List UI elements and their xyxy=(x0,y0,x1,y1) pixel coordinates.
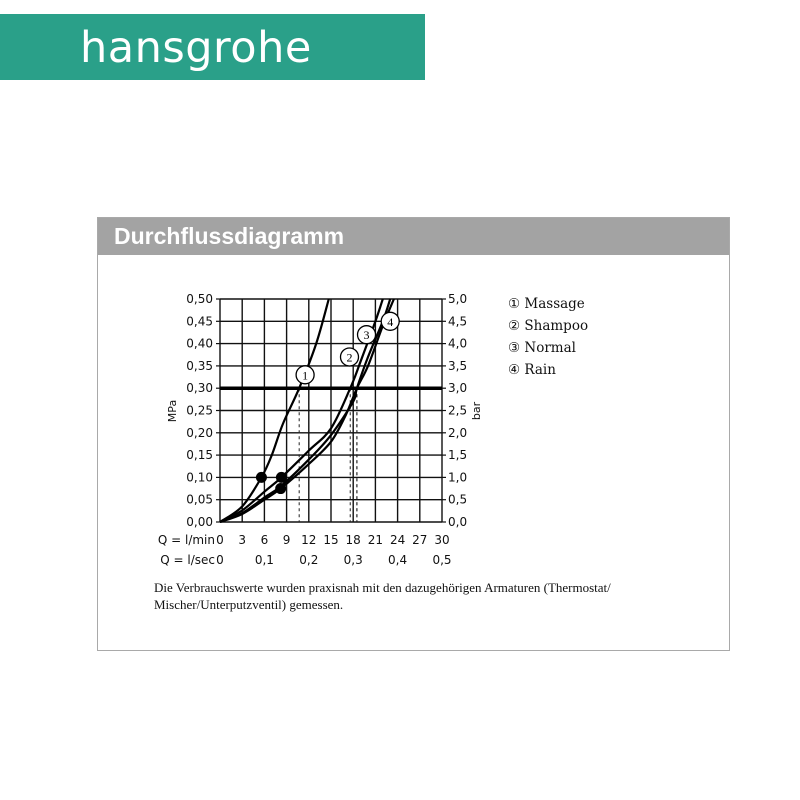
x-tick-label: 21 xyxy=(367,533,384,547)
x-secondary-tick-label: 0,2 xyxy=(299,553,319,567)
y-left-tick-label: 0,25 xyxy=(186,403,213,418)
y-left-tick-label: 0,50 xyxy=(186,292,213,306)
y-right-tick-label: 5,0 xyxy=(448,292,468,306)
x-tick-label: 24 xyxy=(389,533,406,547)
brand-logo: hansgrohe xyxy=(80,23,312,73)
series-number-label: 2 xyxy=(346,350,353,365)
x-tick-label: 18 xyxy=(345,533,361,547)
y-right-tick-label: 1,0 xyxy=(448,470,468,485)
x-tick-label: 9 xyxy=(282,533,291,547)
series-number-label: 4 xyxy=(387,314,394,329)
y-right-tick-label: 2,0 xyxy=(448,425,468,440)
y-right-tick-label: 2,5 xyxy=(448,403,468,418)
flow-diagram-panel xyxy=(97,217,730,651)
y-right-tick-label: 0,5 xyxy=(448,492,468,507)
x-secondary-tick-label: 0,1 xyxy=(254,553,274,567)
y-right-tick-label: 4,0 xyxy=(448,336,468,351)
legend-entry: ① Massage xyxy=(508,296,585,312)
legend-entry: ③ Normal xyxy=(508,340,576,356)
y-left-tick-label: 0,35 xyxy=(186,358,213,373)
x-axis-unit-label: Q = l/min xyxy=(157,533,215,547)
panel-title: Durchflussdiagramm xyxy=(98,218,729,255)
y-right-tick-label: 0,0 xyxy=(448,515,468,529)
x-secondary-tick-label: 0,4 xyxy=(388,553,408,567)
y-right-tick-label: 3,5 xyxy=(448,358,468,373)
y-left-tick-label: 0,15 xyxy=(186,448,213,463)
series-number-label: 3 xyxy=(363,328,370,343)
y-right-axis-label: bar xyxy=(470,401,483,421)
y-left-tick-label: 0,00 xyxy=(186,515,213,529)
y-left-tick-label: 0,40 xyxy=(186,336,213,351)
x-tick-label: 6 xyxy=(260,533,269,547)
y-right-tick-label: 3,0 xyxy=(448,381,468,396)
y-right-tick-label: 1,5 xyxy=(448,448,468,463)
x-tick-label: 12 xyxy=(301,533,317,547)
y-right-tick-label: 4,5 xyxy=(448,314,468,329)
x-secondary-tick-label: 0,5 xyxy=(432,553,452,567)
x-tick-label: 27 xyxy=(412,533,428,547)
legend-entry: ② Shampoo xyxy=(508,318,589,334)
y-left-tick-label: 0,45 xyxy=(186,314,213,329)
legend-entry: ④ Rain xyxy=(508,362,556,378)
data-point-marker xyxy=(256,472,267,483)
y-left-tick-label: 0,05 xyxy=(186,492,213,507)
x-tick-label: 3 xyxy=(238,533,247,547)
x-axis-secondary-unit-label: Q = l/sec xyxy=(160,553,215,567)
x-secondary-tick-label: 0,3 xyxy=(343,553,363,567)
measurement-note: Die Verbrauchswerte wurden praxisnah mit den dazugehörigen Armaturen (Thermostat/ Mischer/Unterputzventil) gemessen. xyxy=(154,580,611,612)
y-left-tick-label: 0,20 xyxy=(186,425,213,440)
series-number-label: 1 xyxy=(302,368,309,383)
x-tick-label: 0 xyxy=(216,533,224,547)
y-left-axis-label: MPa xyxy=(166,399,179,423)
y-left-tick-label: 0,10 xyxy=(186,470,213,485)
data-point-marker xyxy=(275,483,286,494)
x-tick-label: 30 xyxy=(434,533,450,547)
data-point-marker xyxy=(276,472,287,483)
x-tick-label: 15 xyxy=(323,533,339,547)
y-left-tick-label: 0,30 xyxy=(186,381,213,396)
brand-banner xyxy=(0,14,425,80)
x-secondary-tick-label: 0 xyxy=(216,553,224,567)
